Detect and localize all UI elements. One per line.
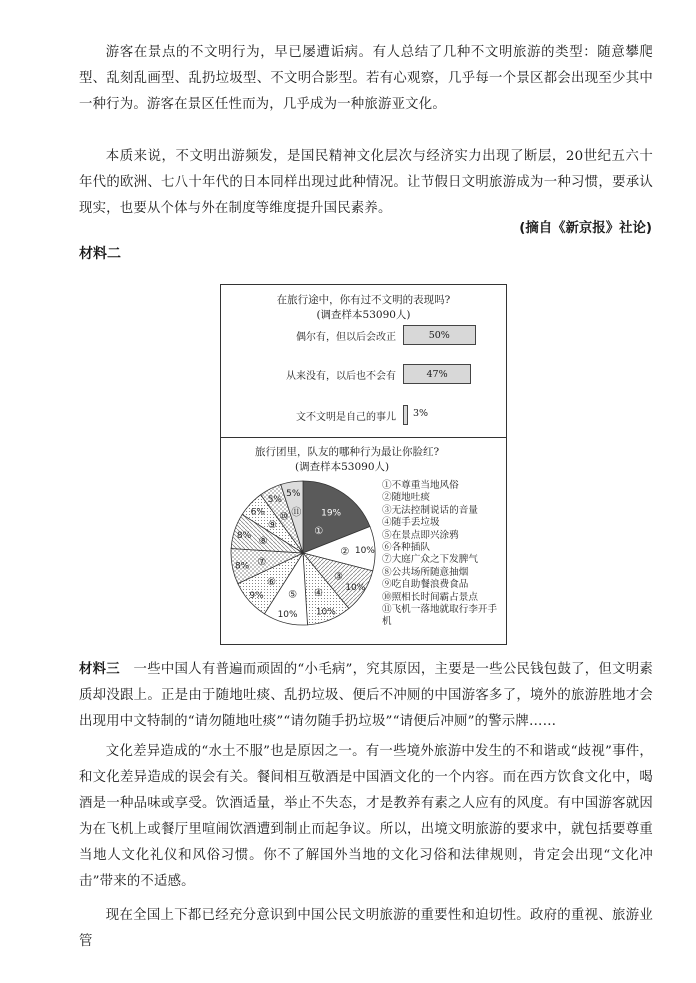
legend-item-7 — [382, 554, 498, 566]
legend-item-3 — [382, 505, 498, 517]
legend-num-8: ⑧ — [382, 566, 392, 578]
pie-slice-label-8: 8% — [236, 530, 252, 541]
legend-item-6 — [382, 542, 498, 554]
legend-label-4: 随手丢垃圾 — [391, 517, 440, 529]
material2-label: 材料二 — [79, 246, 121, 262]
material1-paragraph-1: 游客在景点的不文明行为，早已屡遭诟病。有人总结了几种不文明旅游的类型：随意攀爬型、乱刻乱画型、乱扔垃圾型、不文明合影型。若有心观察，几乎每一个景区都会出现至少其中一种行为。游客在景区任性而为，几乎成为一种旅游亚文化。 — [79, 45, 653, 112]
pie-slice-number-11: ⑪ — [291, 507, 302, 519]
legend-num-6: ⑥ — [382, 542, 392, 554]
legend-item-2 — [382, 492, 498, 504]
pie-slice-label-3: 10% — [345, 583, 366, 594]
bar-label-3: 文不文明是自己的事儿 — [296, 412, 396, 423]
legend-item-9 — [382, 579, 498, 591]
legend-item-1 — [382, 480, 498, 492]
pie-slice-number-1: ① — [314, 525, 324, 537]
legend-num-10: ⑩ — [382, 591, 392, 603]
pie-slice-label-1: 19% — [321, 508, 342, 519]
pie-slice-label-10: 5% — [267, 494, 282, 505]
pie-slice-number-2: ② — [340, 546, 350, 558]
bar-label-2: 从来没有，以后也不会有 — [286, 371, 396, 382]
legend-num-7: ⑦ — [382, 554, 392, 566]
survey2-sample: (调查样本53090人) — [295, 461, 390, 473]
pie-slice-number-5: ⑤ — [288, 589, 298, 601]
pie-slice-label-6: 9% — [249, 591, 264, 602]
pie-slice-number-4: ④ — [313, 588, 323, 600]
material3-paragraph-3: 现在全国上下都已经充分意识到中国公民文明旅游的重要性和迫切性。政府的重视、旅游业管 — [79, 908, 653, 949]
legend-num-4: ④ — [382, 517, 392, 529]
legend-num-9: ⑨ — [382, 579, 392, 591]
bar-value-3: 3% — [413, 408, 429, 419]
pie-slice-label-9: 6% — [250, 507, 265, 518]
legend-label-8: 公共场所随意抽烟 — [391, 566, 469, 578]
legend-label-2: 随地吐痰 — [391, 492, 430, 504]
pie-slice-number-8: ⑧ — [258, 536, 268, 548]
pie-slice-number-6: ⑥ — [267, 576, 276, 588]
material1-paragraph-2: 本质来说，不文明出游频发，是国民精神文化层次与经济实力出现了断层，20世纪五六十年代的欧洲、七八十年代的日本同样出现过此种情况。让节假日文明旅游成为一种习惯，要承认现实，也要从个体与外在制度等维度提升国民素养。 — [79, 149, 653, 216]
survey1-question: 在旅行途中，你有过不文明的表现吗? — [276, 294, 451, 306]
material3-paragraph-2: 文化差异造成的“水土不服”也是原因之一。有一些境外旅游中发生的不和谐或“歧视”事件，和文化差异造成的误会有关。餐间相互敬酒是中国酒文化的一个内容。而在西方饮食文化中，喝酒是一种品味或享受。饮酒适量，举止不失态，才是教养有素之人应有的风度。有中国游客就因为在飞机上或餐厅里喧闹饮酒遭到制止而起争议。所以，出境文明旅游的要求中，就包括要尊重当地人文化礼仪和风俗习惯。你不了解国外当地的文化习俗和法律规则，肯定会出现“文化冲击”带来的不适感。 — [79, 744, 653, 889]
pie-slice-label-7: 8% — [234, 561, 250, 572]
legend-num-3: ③ — [382, 504, 392, 516]
survey-figure — [220, 284, 507, 645]
legend-label-1: 不尊重当地风俗 — [391, 480, 459, 491]
legend-num-5: ⑤ — [382, 529, 392, 541]
pie-slice-label-5: 10% — [277, 610, 298, 621]
bar-value-2: 47% — [426, 368, 448, 380]
legend-label-5: 在景点即兴涂鸦 — [391, 529, 459, 541]
pie-legend — [382, 480, 498, 629]
pie-slice-number-9: ⑨ — [267, 520, 277, 532]
bar-label-1: 偶尔有，但以后会改正 — [296, 332, 396, 343]
legend-label-3: 无法控制说话的音量 — [391, 504, 478, 516]
legend-label-7: 大庭广众之下发脾气 — [391, 554, 478, 566]
legend-num-1: ① — [382, 480, 392, 491]
legend-item-8 — [382, 567, 498, 579]
legend-item-10 — [382, 592, 498, 604]
pie-slice-number-7: ⑦ — [257, 556, 267, 568]
material3-label: 材料三 — [79, 662, 120, 677]
bar-value-1: 50% — [428, 329, 450, 341]
legend-item-4 — [382, 517, 498, 529]
pie-slice-label-2: 10% — [354, 546, 375, 557]
material1-source: (摘自《新京报》社论) — [519, 221, 652, 236]
pie-slice-label-4: 10% — [315, 607, 336, 618]
pie-slice-number-3: ③ — [333, 571, 343, 583]
legend-label-11: 飞机一落地就取行李开手机 — [382, 604, 498, 628]
legend-num-11: ⑪ — [382, 604, 392, 616]
legend-label-6: 各种插队 — [391, 542, 430, 554]
survey2-question: 旅行团里，队友的哪种行为最让你脸红? — [255, 446, 440, 458]
pie-slice-number-10: ⑩ — [279, 511, 289, 523]
material3-paragraph-1-text: 一些中国人有普遍而顽固的“小毛病”，究其原因，主要是一些公民钱包鼓了，但文明素质却没跟上。正是由于随地吐痰、乱扔垃圾、便后不冲厕的中国游客多了，境外的旅游胜地才会出现用中文特制的“请勿随地吐痰”“请勿随手扔垃圾”“请便后冲厕”的警示牌…… — [79, 662, 653, 729]
legend-item-11 — [382, 604, 498, 629]
legend-item-5 — [382, 530, 498, 542]
legend-label-10: 照相长时间霸占景点 — [391, 591, 478, 603]
legend-label-9: 吃自助餐浪费食品 — [391, 579, 469, 591]
material3-paragraph-1 — [79, 657, 653, 735]
survey1-sample: (调查样本53090人) — [316, 309, 411, 321]
pie-slice-label-11: 5% — [286, 488, 301, 499]
legend-num-2: ② — [382, 492, 392, 504]
